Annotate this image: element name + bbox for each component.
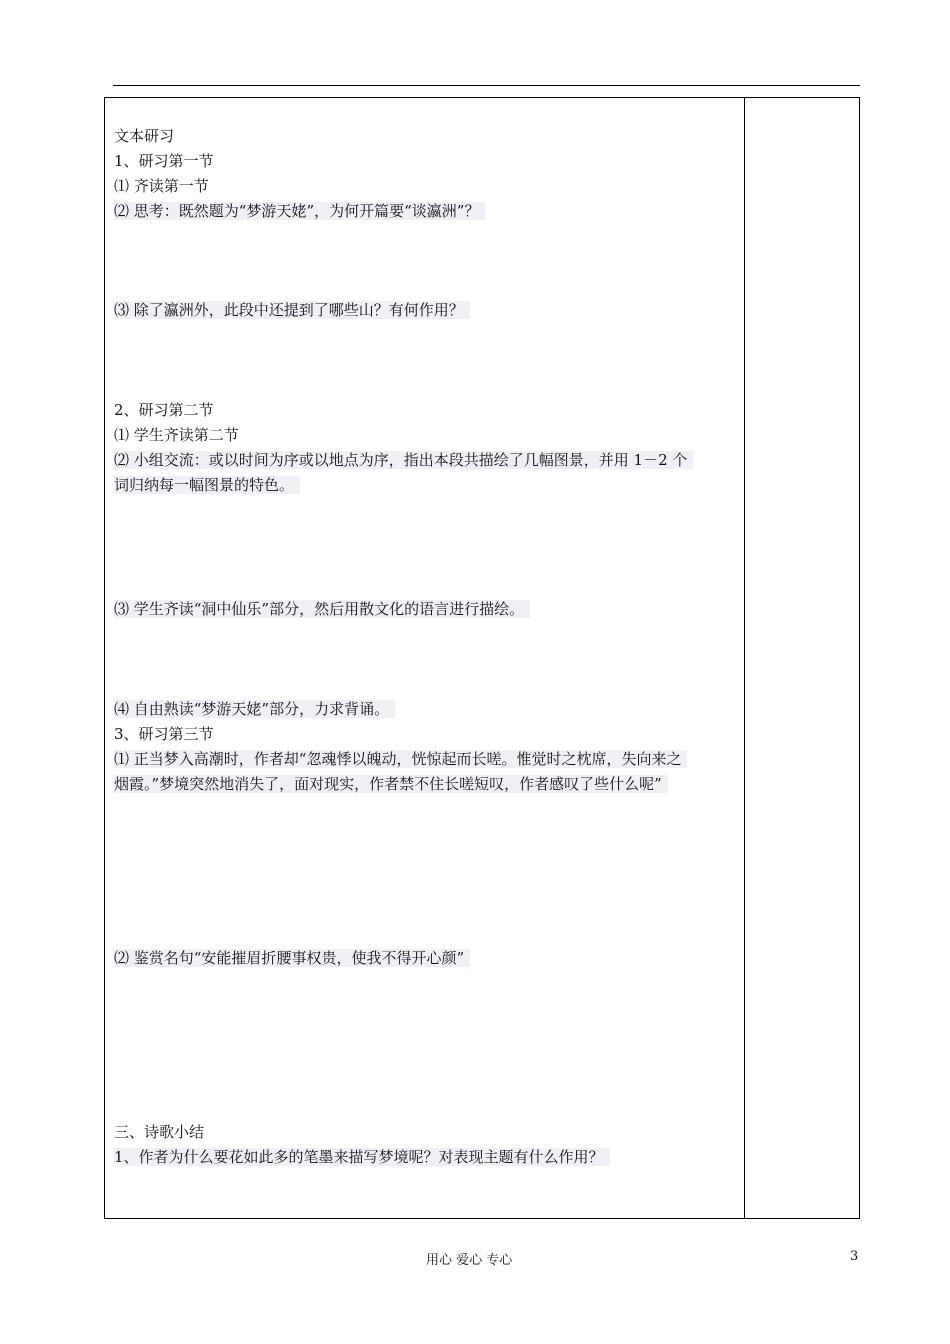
page-number: 3 — [850, 1249, 859, 1264]
question-item: ⑶ 学生齐读“洞中仙乐”部分，然后用散文化的语言进行描绘。 — [114, 599, 530, 619]
question-item: ⑴ 正当梦入高潮时，作者却“忽魂悸以魄动，恍惊起而长嗟。惟觉时之枕席，失向来之 — [114, 749, 687, 769]
question-item: 1、作者为什么要花如此多的笔墨来描写梦境呢？对表现主题有什么作用？ — [114, 1147, 610, 1167]
column-divider — [744, 97, 745, 1219]
section-heading: 文本研习 — [114, 127, 175, 145]
task-item: ⑴ 齐读第一节 — [114, 177, 209, 195]
section-heading: 三、诗歌小结 — [114, 1123, 205, 1141]
header-rule — [113, 85, 860, 86]
question-item: ⑵ 小组交流：或以时间为序或以地点为序，指出本段共描绘了几幅图景，并用 1－2 个 — [114, 450, 693, 470]
subsection-heading: 3、研习第三节 — [114, 725, 214, 743]
question-item: ⑵ 思考：既然题为“梦游天姥”，为何开篇要“谈瀛洲”？ — [114, 201, 485, 221]
question-item-cont: 词归纳每一幅图景的特色。 — [114, 475, 300, 495]
question-item-cont: 烟霞。”梦境突然地消失了，面对现实，作者禁不住长嗟短叹，作者感叹了些什么呢” — [114, 774, 668, 794]
task-item: ⑷ 自由熟读“梦游天姥”部分，力求背诵。 — [114, 699, 395, 719]
subsection-heading: 1、研习第一节 — [114, 152, 214, 170]
subsection-heading: 2、研习第二节 — [114, 401, 214, 419]
question-item: ⑶ 除了瀛洲外，此段中还提到了哪些山？有何作用？ — [114, 300, 470, 320]
question-item: ⑵ 鉴赏名句“安能摧眉折腰事权贵，使我不得开心颜” — [114, 948, 470, 968]
task-item: ⑴ 学生齐读第二节 — [114, 426, 239, 444]
content-table — [104, 97, 860, 1219]
footer-text: 用心 爱心 专心 — [426, 1253, 513, 1268]
